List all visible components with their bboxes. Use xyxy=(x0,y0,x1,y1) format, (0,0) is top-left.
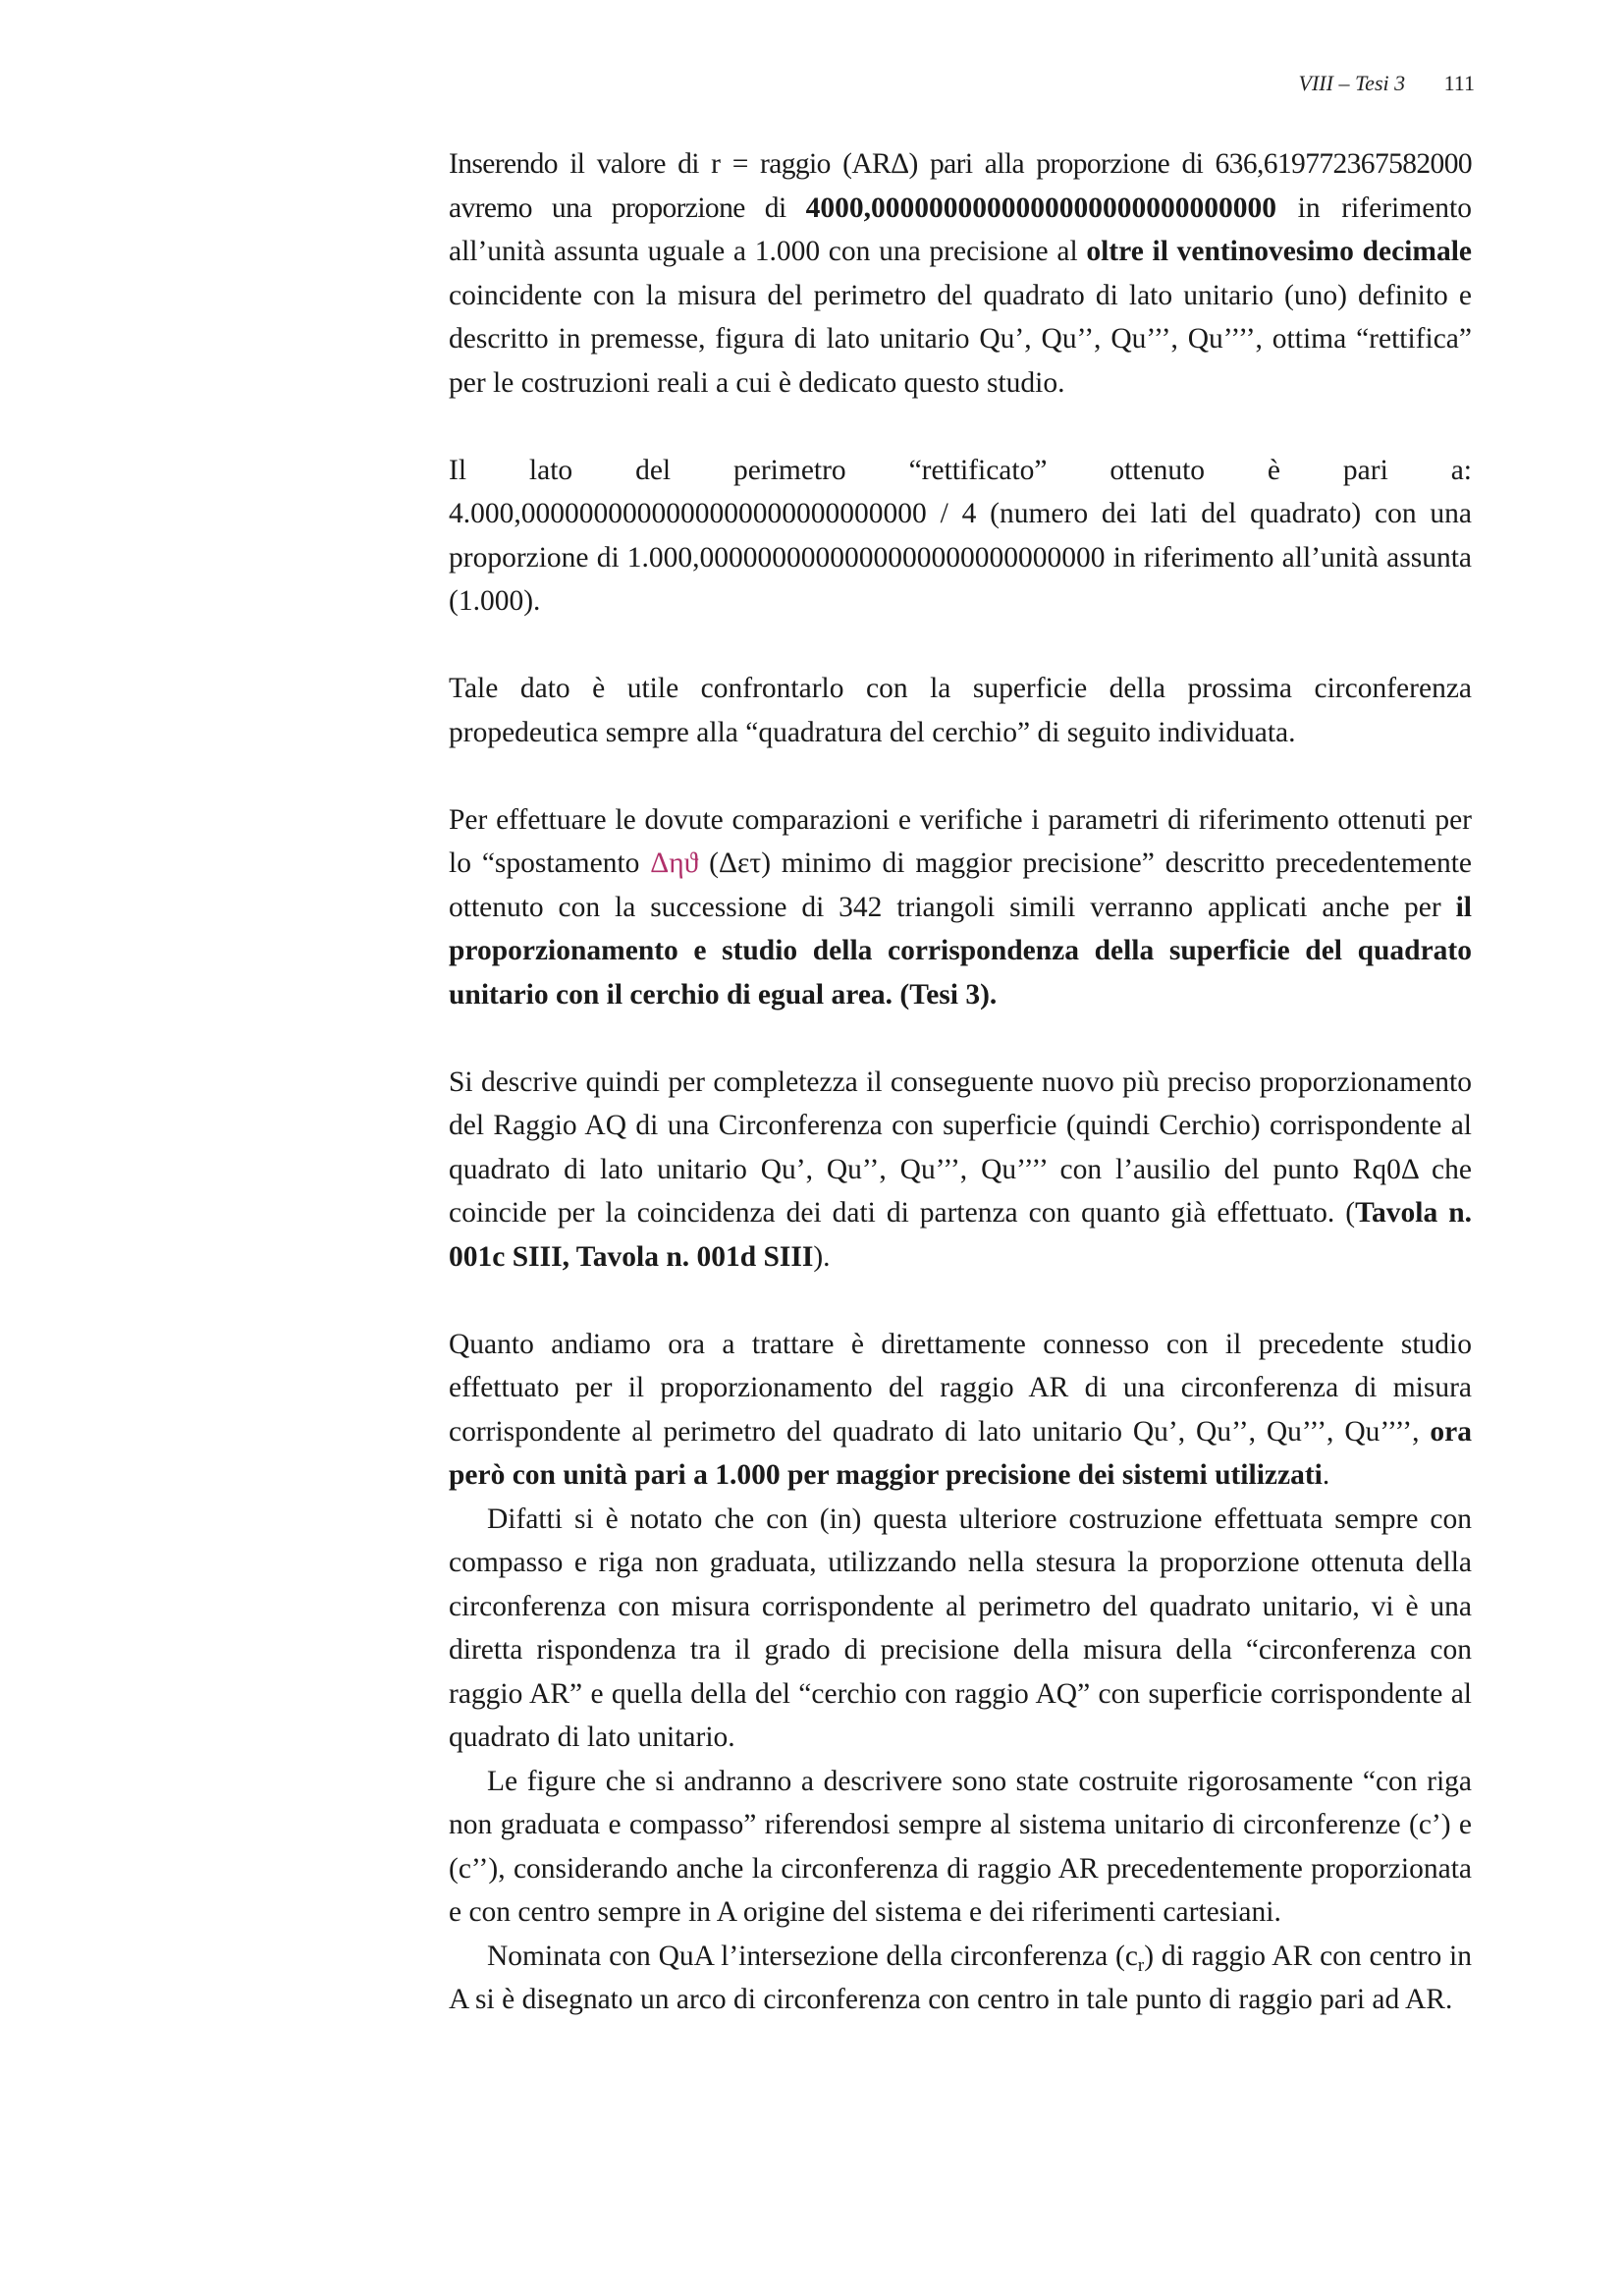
paragraph-3: Tale dato è utile confrontarlo con la superficie della prossima circonferenza propedeutica sempre alla “quadratura del cerchio” di seguito individuata. xyxy=(449,673,1472,748)
p6-bold-unit: ora però con unità pari a 1.000 per maggior precisione dei sistemi utilizzati xyxy=(449,1415,1472,1491)
paragraph-8: Le figure che si andranno a descrivere sono state costruite rigorosamente “con riga non graduata e compasso” riferendosi sempre al sistema unitario di circonferenze (c’) e (c’’), considerando anche la circonferenza di raggio AR precedentemente proporzionata e con centro sempre in A origine del sistema e dei riferimenti cartesiani. xyxy=(449,1765,1472,1928)
p9-subscript: r xyxy=(1137,1954,1145,1976)
p4-greek-symbol: Δηϑ xyxy=(650,847,699,879)
paragraph-6 xyxy=(449,1323,1472,1498)
p9-text-b: ) di raggio AR con centro in A si è disegnato un arco di circonferenza con centro in tale punto di raggio pari ad AR. xyxy=(449,1940,1472,2015)
p5-text-b: ). xyxy=(813,1240,831,1273)
p6-text-b: . xyxy=(1322,1459,1330,1491)
chapter-title: VIII – Tesi 3 xyxy=(1298,71,1406,95)
p9-text-a: Nominata con QuA l’intersezione della circonferenza (c xyxy=(487,1940,1138,1972)
p4-text-b: (Δετ) minimo di maggior precisione” descritto precedentemente ottenuto con la successione di 342 triangoli simili verranno applicati anche per xyxy=(449,847,1472,923)
p4-text-a: Per effettuare le dovute comparazioni e verifiche i parametri di riferimento ottenuti per lo “spostamento xyxy=(449,803,1472,879)
p1-text-c: in riferimento all’unità assunta uguale a 1.000 con una precisione al xyxy=(449,191,1472,267)
paragraph-5 xyxy=(449,1061,1472,1280)
p1-bold-number: 4000,0000000000000000000000000000 xyxy=(805,191,1276,224)
p4-bold-thesis: il proporzionamento e studio della corrispondenza della superficie del quadrato unitario con il cerchio di egual area. (Tesi 3). xyxy=(449,891,1472,1011)
paragraph-7: Difatti si è notato che con (in) questa ulteriore costruzione effettuata sempre con compasso e riga non graduata, utilizzando nella stesura la proporzione ottenuta della circonferenza con misura corrispondente al perimetro del quadrato unitario, vi è una diretta rispondenza tra il grado di precisione della misura della “circonferenza con raggio AR” e quella della del “cerchio con raggio AQ” con superficie corrispondente al quadrato di lato unitario. xyxy=(449,1503,1472,1753)
paragraph-9 xyxy=(449,1935,1472,2022)
page-number: 111 xyxy=(1443,71,1475,95)
running-header xyxy=(1299,71,1475,96)
p1-bold-precision: oltre il ventinovesimo decimale xyxy=(1086,236,1472,267)
p6-text-a: Quanto andiamo ora a trattare è direttamente connesso con il precedente studio effettuato per il proporzionamento del raggio AR di una circonferenza di misura corrispondente al perimetro del quadrato di lato unitario Qu’, Qu’’, Qu’’’, Qu’’’’, xyxy=(449,1328,1472,1448)
body-text xyxy=(449,142,1472,2022)
p1-text-e: coincidente con la misura del perimetro del quadrato di lato unitario (uno) definito e descritto in premesse, figura di lato unitario Qu’, Qu’’, Qu’’’, Qu’’’’, ottima “rettifica” per le costruzioni reali a cui è dedicato questo studio. xyxy=(449,279,1472,399)
paragraph-1 xyxy=(449,142,1472,405)
p5-bold-tables: Tavola n. 001c SIII, Tavola n. 001d SIII xyxy=(449,1197,1472,1273)
paragraph-4 xyxy=(449,798,1472,1017)
p1-text-a: Inserendo il valore di r = raggio (ARΔ) pari alla proporzione di 636,619772367582000 avremo una proporzione di xyxy=(449,148,1472,224)
p5-text-a: Si descrive quindi per completezza il conseguente nuovo più preciso proporzionamento del Raggio AQ di una Circonferenza con superficie (quindi Cerchio) corrispondente al quadrato di lato unitario Qu’, Qu’’, Qu’’’, Qu’’’’ con l’ausilio del punto Rq0Δ che coincide per la coincidenza dei dati di partenza con quanto già effettuato. ( xyxy=(449,1066,1472,1229)
paragraph-2: Il lato del perimetro “rettificato” ottenuto è pari a: 4.000,0000000000000000000000000000 / 4 (numero dei lati del quadrato) con una proporzione di 1.000,0000000000000000000000000000 in riferimento all’unità assunta (1.000). xyxy=(449,454,1472,617)
